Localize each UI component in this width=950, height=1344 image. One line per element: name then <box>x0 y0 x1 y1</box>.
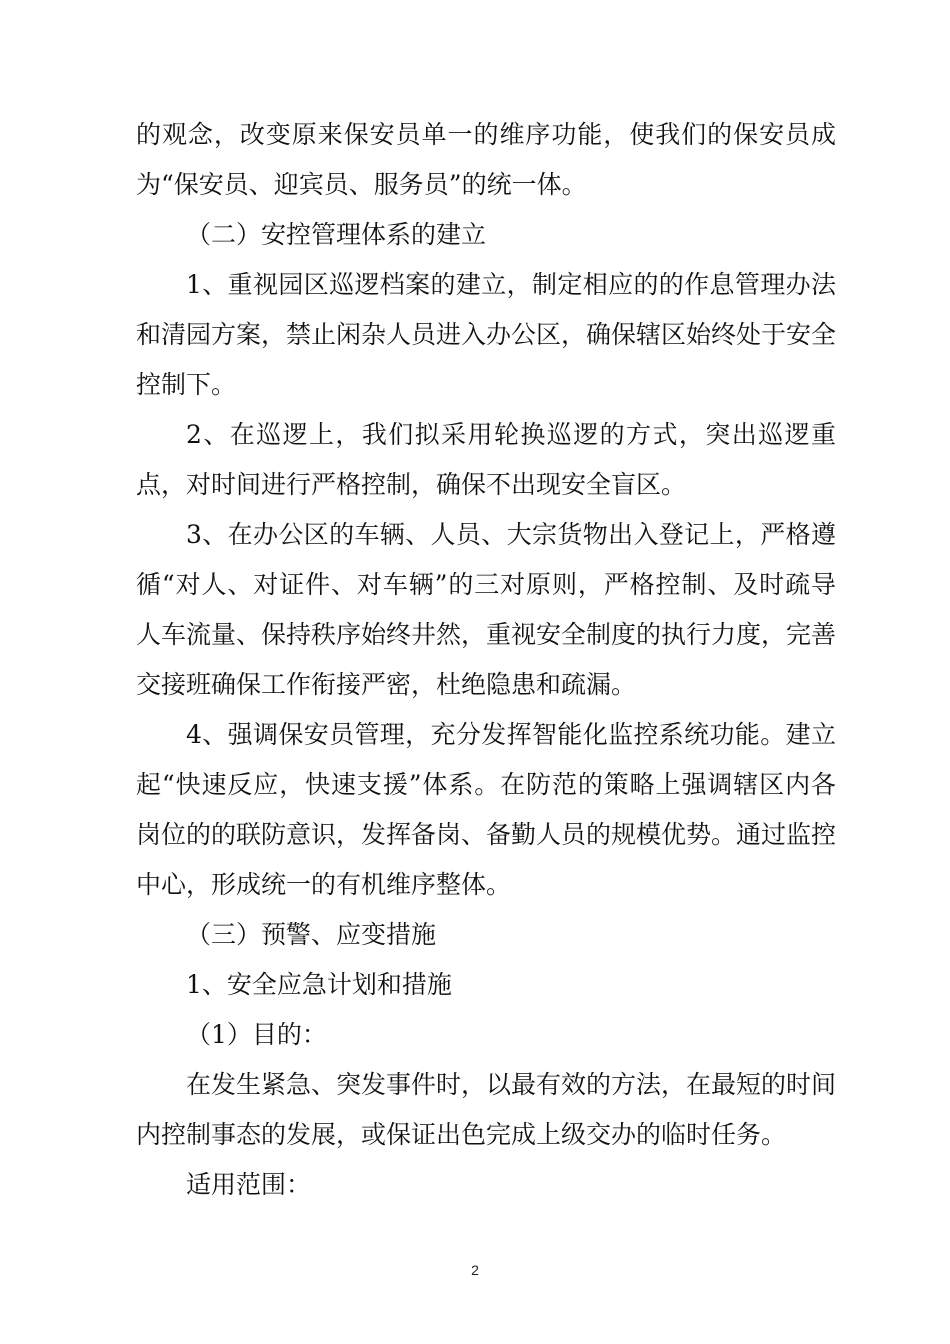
paragraph-item-3: 3、在办公区的车辆、人员、大宗货物出入登记上，严格遵循“对人、对证件、对车辆”的三对原则，严格控制、及时疏导人车流量、保持秩序始终井然，重视安全制度的执行力度，完善交接班确保工作衔接严密，杜绝隐患和疏漏。 <box>136 520 837 699</box>
section-heading-3: （三）预警、应变措施 <box>186 920 437 949</box>
document-body <box>136 110 836 1210</box>
paragraph-item-4: 4、强调保安员管理，充分发挥智能化监控系统功能。建立起“快速反应，快速支援”体系。在防范的策略上强调辖区内各岗位的的联防意识，发挥备岗、备勤人员的规模优势。通过监控中心，形成统一的有机维序整体。 <box>136 720 837 899</box>
page-number: 2 <box>471 1262 479 1278</box>
paragraph-item-1: 1、重视园区巡逻档案的建立，制定相应的的作息管理办法和清园方案，禁止闲杂人员进入办公区，确保辖区始终处于安全控制下。 <box>136 270 837 399</box>
paragraph-scope: 适用范围： <box>186 1170 312 1199</box>
paragraph-continuation: 的观念，改变原来保安员单一的维序功能，使我们的保安员成为“保安员、迎宾员、服务员”的统一体。 <box>136 120 836 199</box>
paragraph-item-2: 2、在巡逻上，我们拟采用轮换巡逻的方式，突出巡逻重点，对时间进行严格控制，确保不出现安全盲区。 <box>136 420 836 499</box>
section-heading-2: （二）安控管理体系的建立 <box>186 220 487 249</box>
paragraph-purpose: 在发生紧急、突发事件时，以最有效的方法，在最短的时间内控制事态的发展，或保证出色完成上级交办的临时任务。 <box>136 1070 837 1149</box>
subsection-heading-purpose: （1）目的： <box>186 1020 327 1049</box>
subsection-heading-1: 1、安全应急计划和措施 <box>186 970 452 999</box>
